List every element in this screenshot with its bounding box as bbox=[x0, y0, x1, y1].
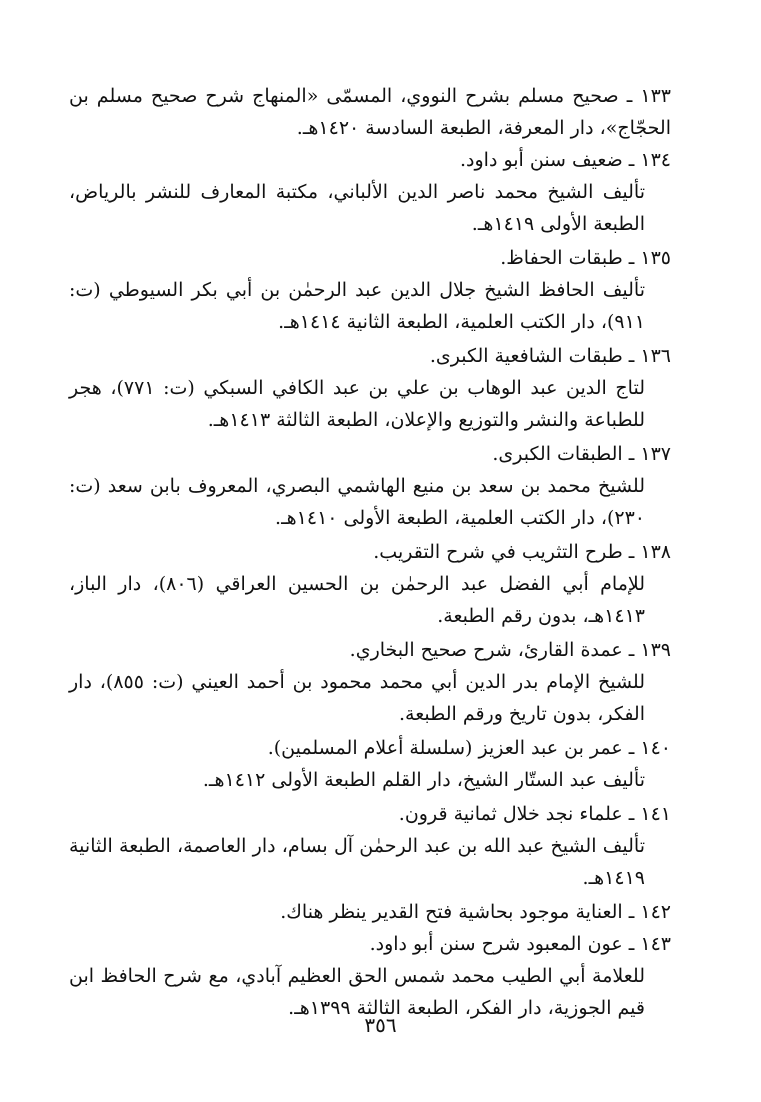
entry-separator: ـ bbox=[622, 737, 641, 759]
entry-number: ١٣٧ bbox=[640, 443, 671, 465]
entry-description: تأليف الشيخ عبد الله بن عبد الرحمٰن آل بسام، دار العاصمة، الطبعة الثانية ١٤١٩هـ. bbox=[69, 835, 645, 889]
entry-description: لتاج الدين عبد الوهاب بن علي بن عبد الكافي السبكي (ت: ٧٧١)، هجر للطباعة والنشر والتوزيع والإعلان، الطبعة الثالثة ١٤١٣هـ. bbox=[69, 377, 645, 431]
entry-title-line bbox=[69, 634, 671, 666]
bibliography-entry bbox=[69, 732, 671, 796]
entry-separator: ـ bbox=[622, 149, 641, 171]
entry-title-line bbox=[69, 242, 671, 274]
bibliography-entry bbox=[69, 340, 671, 436]
entry-separator: ـ bbox=[622, 639, 641, 661]
entry-title: عمر بن عبد العزيز (سلسلة أعلام المسلمين). bbox=[267, 737, 623, 759]
entry-separator: ـ bbox=[622, 345, 641, 367]
entry-title-line bbox=[69, 896, 671, 928]
bibliography-entry bbox=[69, 798, 671, 894]
bibliography-entry bbox=[69, 438, 671, 534]
entry-separator: ـ bbox=[622, 933, 641, 955]
entry-title: طبقات الحفاظ. bbox=[500, 247, 623, 269]
entry-number: ١٤١ bbox=[640, 803, 671, 825]
entry-number: ١٣٦ bbox=[640, 345, 671, 367]
entry-number: ١٤٢ bbox=[640, 901, 671, 923]
entry-number: ١٣٤ bbox=[640, 149, 671, 171]
entry-description: تأليف الشيخ محمد ناصر الدين الألباني، مكتبة المعارف للنشر بالرياض، الطبعة الأولى ١٤١٩هـ. bbox=[69, 181, 645, 235]
page-number: ٣٥٦ bbox=[364, 1013, 397, 1037]
entry-title: علماء نجد خلال ثمانية قرون. bbox=[398, 803, 623, 825]
entry-number: ١٤٠ bbox=[640, 737, 671, 759]
entry-description: تأليف عبد الستّار الشيخ، دار القلم الطبعة الأولى ١٤١٢هـ. bbox=[202, 769, 645, 791]
entry-number: ١٣٥ bbox=[640, 247, 671, 269]
entry-description: للشيخ الإمام بدر الدين أبي محمد محمود بن أحمد العيني (ت: ٨٥٥)، دار الفكر، بدون تاريخ ورقم الطبعة. bbox=[69, 671, 646, 725]
entry-description: للعلامة أبي الطيب محمد شمس الحق العظيم آبادي، مع شرح الحافظ ابن قيم الجوزية، دار الفكر، الطبعة الثالثة ١٣٩٩هـ. bbox=[69, 965, 645, 1019]
entry-title-line bbox=[69, 928, 671, 960]
bibliography-list bbox=[69, 80, 671, 1026]
entry-title: الطبقات الكبرى. bbox=[492, 443, 623, 465]
bibliography-entry bbox=[69, 242, 671, 338]
entry-separator: ـ bbox=[622, 541, 641, 563]
entry-number: ١٣٩ bbox=[640, 639, 671, 661]
entry-title: العناية موجود بحاشية فتح القدير ينظر هناك. bbox=[280, 901, 623, 923]
entry-separator: ـ bbox=[622, 901, 641, 923]
entry-title: عون المعبود شرح سنن أبو داود. bbox=[369, 933, 623, 955]
entry-title-line bbox=[69, 536, 671, 568]
entry-separator: ـ bbox=[622, 803, 641, 825]
entry-number: ١٣٨ bbox=[640, 541, 671, 563]
bibliography-entry bbox=[69, 144, 671, 240]
entry-title: طبقات الشافعية الكبرى. bbox=[429, 345, 623, 367]
entry-title-line bbox=[69, 798, 671, 830]
entry-title-line bbox=[69, 732, 671, 764]
bibliography-entry bbox=[69, 536, 671, 632]
entry-description: للشيخ محمد بن سعد بن منيع الهاشمي البصري، المعروف بابن سعد (ت: ٢٣٠)، دار الكتب العلمية، الطبعة الأولى ١٤١٠هـ. bbox=[69, 475, 645, 529]
entry-description: تأليف الحافظ الشيخ جلال الدين عبد الرحمٰن بن أبي بكر السيوطي (ت: ٩١١)، دار الكتب العلمية، الطبعة الثانية ١٤١٤هـ. bbox=[69, 279, 645, 333]
entry-description: للإمام أبي الفضل عبد الرحمٰن بن الحسين العراقي (٨٠٦)، دار الباز، ١٤١٣هـ، بدون رقم الطبعة. bbox=[69, 573, 646, 627]
bibliography-entry bbox=[69, 80, 671, 144]
entry-number: ١٣٣ bbox=[640, 85, 671, 107]
entry-title: صحيح مسلم بشرح النووي، المسمّى «المنهاج شرح صحيح مسلم بن الحجّاج»، دار المعرفة، الطبعة السادسة ١٤٢٠هـ. bbox=[69, 85, 671, 139]
entry-title: ضعيف سنن أبو داود. bbox=[459, 149, 623, 171]
entry-number: ١٤٣ bbox=[640, 933, 671, 955]
entry-title: عمدة القارئ، شرح صحيح البخاري. bbox=[349, 639, 623, 661]
bibliography-entry bbox=[69, 896, 671, 928]
entry-title: طرح التثريب في شرح التقريب. bbox=[373, 541, 623, 563]
entry-separator: ـ bbox=[622, 443, 641, 465]
entry-separator: ـ bbox=[618, 85, 641, 107]
entry-title-line bbox=[69, 340, 671, 372]
entry-title-line bbox=[69, 144, 671, 176]
entry-title-line bbox=[69, 80, 671, 144]
entry-title-line bbox=[69, 438, 671, 470]
entry-separator: ـ bbox=[622, 247, 641, 269]
bibliography-entry bbox=[69, 928, 671, 1024]
bibliography-entry bbox=[69, 634, 671, 730]
